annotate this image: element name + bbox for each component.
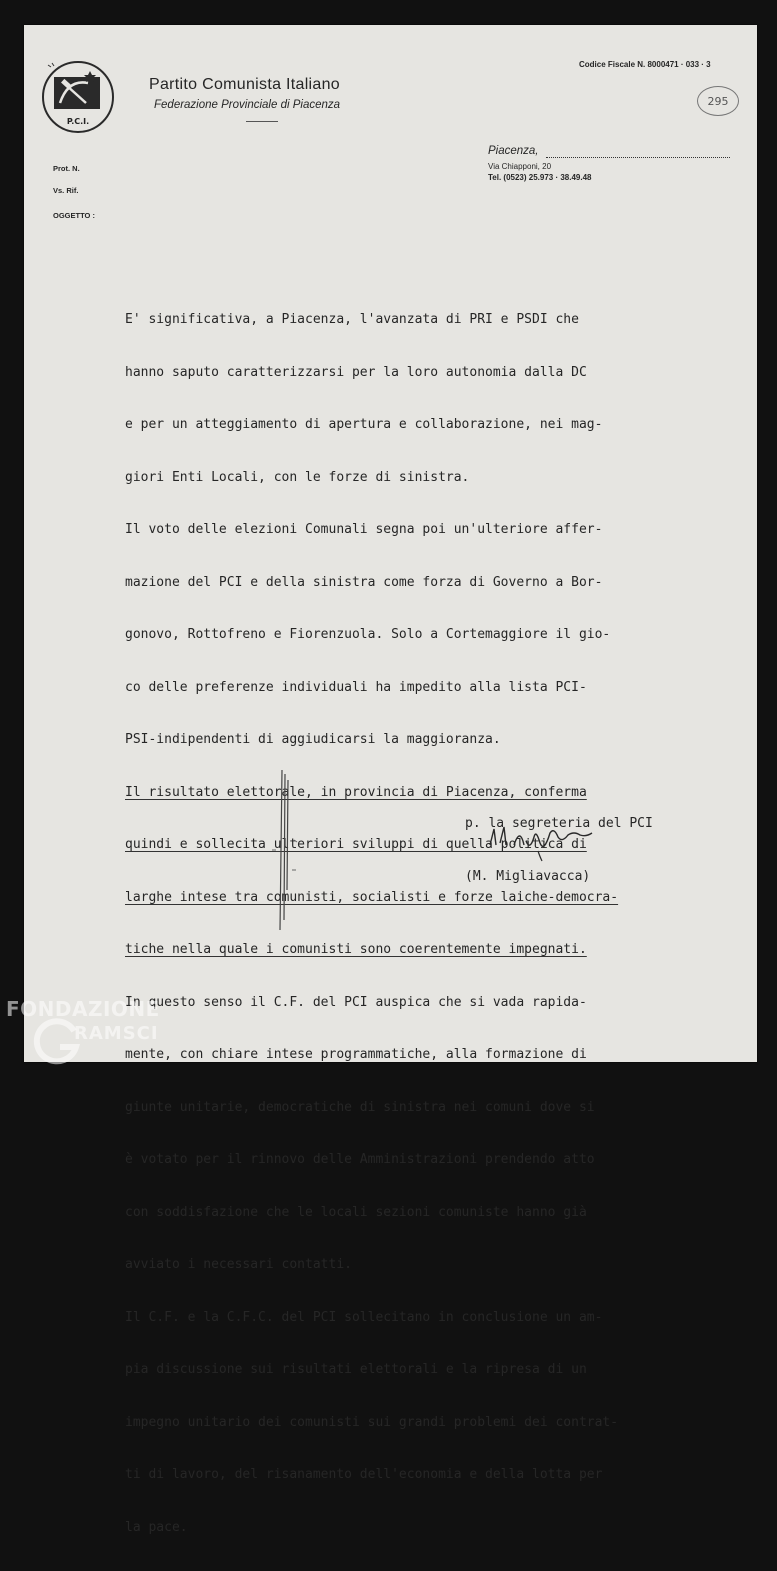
oggetto-label: OGGETTO : bbox=[53, 211, 95, 220]
letter-body bbox=[125, 276, 725, 1571]
date-blank-line bbox=[546, 157, 730, 158]
body-line: Il voto delle elezioni Comunali segna poi un'ulteriore affer- bbox=[125, 522, 603, 537]
body-line: hanno saputo caratterizzarsi per la loro autonomia dalla DC bbox=[125, 364, 587, 380]
body-line: avviato i necessari contatti. bbox=[125, 1257, 352, 1272]
body-line: gonovo, Rottofreno e Fiorenzuola. Solo a Cortemaggiore il gio- bbox=[125, 627, 611, 642]
body-line: e per un atteggiamento di apertura e collaborazione, nei mag- bbox=[125, 417, 603, 432]
underlined-body-line: quindi e sollecita ulteriori sviluppi di quella politica di bbox=[125, 837, 587, 852]
handwritten-signature bbox=[486, 815, 636, 865]
underlined-body-line: larghe intese tra comunisti, socialisti e forze laiche-democra- bbox=[125, 889, 619, 905]
body-line: mente, con chiare intese programmatiche, alla formazione di bbox=[125, 1047, 587, 1062]
body-line: E' significativa, a Piacenza, l'avanzata di PRI e PSDI che bbox=[125, 312, 579, 327]
body-line: ti di lavoro, del risanamento dell'economia e della lotta per bbox=[125, 1467, 603, 1482]
body-line: impegno unitario dei comunisti sui grandi problemi dei contrat- bbox=[125, 1414, 619, 1430]
signatory-name: (M. Migliavacca) bbox=[465, 868, 591, 884]
letter-sheet bbox=[24, 25, 757, 1535]
underlined-body-line: tiche nella quale i comunisti sono coerentemente impegnati. bbox=[125, 942, 587, 957]
pci-logo bbox=[40, 59, 116, 135]
body-line: co delle preferenze individuali ha impedito alla lista PCI- bbox=[125, 679, 587, 695]
codice-fiscale: Codice Fiscale N. 8000471 · 033 · 3 bbox=[579, 60, 711, 69]
telephone: Tel. (0523) 25.973 · 38.49.48 bbox=[488, 173, 592, 182]
logo-label: P.C.I. bbox=[66, 117, 90, 126]
rif-label: Vs. Rif. bbox=[53, 186, 79, 195]
watermark-line-2: RAMSCI bbox=[74, 1023, 159, 1044]
party-name: Partito Comunista Italiano bbox=[149, 76, 341, 93]
body-line: pia discussione sui risultati elettorali e la ripresa di un bbox=[125, 1362, 587, 1377]
archive-number-stamp: 295 bbox=[697, 86, 739, 116]
archive-watermark bbox=[6, 997, 196, 1069]
place-label: Piacenza, bbox=[488, 145, 539, 157]
body-line: Il C.F. e la C.F.C. del PCI sollecitano in conclusione un am- bbox=[125, 1309, 603, 1325]
watermark-line-1: FONDAZIONE bbox=[6, 997, 160, 1021]
body-line: la pace. bbox=[125, 1519, 188, 1535]
body-line: è votato per il rinnovo delle Amministrazioni prendendo atto bbox=[125, 1152, 595, 1167]
body-line: giunte unitarie, democratiche di sinistra nei comuni dove si bbox=[125, 1099, 595, 1115]
underlined-body-line: Il risultato elettorale, in provincia di Piacenza, conferma bbox=[125, 784, 587, 800]
pen-mark bbox=[264, 770, 304, 950]
body-line: In questo senso il C.F. del PCI auspica che si vada rapida- bbox=[125, 994, 587, 1010]
body-line: con soddisfazione che le locali sezioni comuniste hanno già bbox=[125, 1204, 587, 1220]
federation-name: Federazione Provinciale di Piacenza bbox=[154, 99, 341, 111]
body-line: PSI-indipendenti di aggiudicarsi la maggioranza. bbox=[125, 732, 501, 747]
prot-label: Prot. N. bbox=[53, 164, 80, 173]
address-block bbox=[488, 161, 591, 183]
divider bbox=[246, 121, 278, 122]
body-line: giori Enti Locali, con le forze di sinistra. bbox=[125, 469, 470, 485]
address: Via Chiapponi, 20 bbox=[488, 162, 552, 171]
closing-line: p. la segreteria del PCI bbox=[465, 816, 653, 831]
body-line: mazione del PCI e della sinistra come forza di Governo a Bor- bbox=[125, 574, 603, 590]
